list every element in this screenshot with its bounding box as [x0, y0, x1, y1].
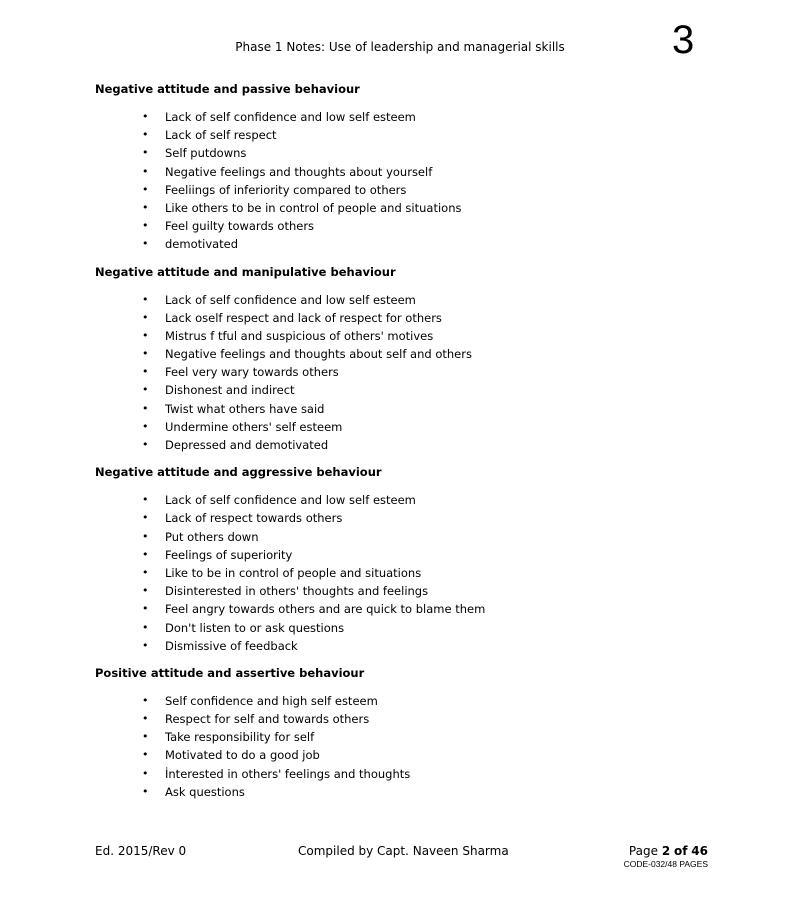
list-item-text: Dismissive of feedback — [165, 638, 298, 653]
list-item-text: Put others down — [165, 529, 259, 544]
section-manipulative — [95, 263, 715, 455]
list-item — [95, 619, 715, 637]
bullet-icon: • — [142, 292, 149, 306]
page-current: 2 — [661, 844, 671, 858]
list-item-text: Depressed and demotivated — [165, 438, 329, 452]
list-item-text: Take responsibility for self — [165, 730, 315, 745]
section-heading: Positive attitude and assertive behaviour — [95, 665, 365, 680]
list-item-text: Self putdowns — [165, 146, 247, 161]
list-item — [95, 528, 715, 546]
list-item — [95, 199, 715, 217]
bullet-list — [95, 491, 715, 655]
bullet-icon: • — [142, 584, 149, 598]
bullet-icon: • — [142, 620, 149, 634]
list-item — [95, 582, 715, 600]
bullet-icon: • — [142, 511, 149, 525]
bullet-list — [95, 692, 715, 801]
list-item — [95, 327, 715, 345]
list-item — [95, 144, 715, 162]
bullet-icon: • — [142, 347, 149, 361]
list-item — [95, 746, 715, 764]
document-body — [95, 80, 715, 810]
list-item-text: Lack of self respect — [165, 128, 277, 143]
list-item — [95, 728, 715, 746]
list-item — [95, 291, 715, 309]
list-item — [95, 692, 715, 710]
list-item-text: Don't listen to or ask questions — [165, 620, 345, 635]
list-item — [95, 710, 715, 728]
bullet-icon: • — [142, 547, 149, 561]
list-item-text: Feelings of superiority — [165, 547, 293, 562]
bullet-icon: • — [142, 237, 149, 251]
bullet-icon: • — [142, 328, 149, 342]
list-item-text: Feeliings of inferiority compared to others — [165, 182, 407, 197]
section-assertive — [95, 664, 715, 801]
list-item — [95, 637, 715, 655]
list-item — [95, 600, 715, 618]
bullet-icon: • — [142, 310, 149, 324]
list-item-text: Dishonest and indirect — [165, 383, 295, 398]
bullet-icon: • — [142, 146, 149, 160]
list-item — [95, 436, 715, 454]
bullet-icon: • — [142, 748, 149, 762]
list-item — [95, 345, 715, 363]
bullet-list — [95, 291, 715, 455]
bullet-icon: • — [142, 712, 149, 726]
bullet-icon: • — [142, 784, 149, 798]
footer-compiled-by: Compiled by Capt. Naveen Sharma — [298, 844, 509, 858]
section-heading: Negative attitude and passive behaviour — [95, 82, 360, 96]
list-item-text: Negative feelings and thoughts about self and others — [165, 347, 472, 362]
list-item-text: Feel guilty towards others — [165, 219, 315, 234]
bullet-icon: • — [142, 164, 149, 178]
list-item — [95, 217, 715, 235]
footer-page-indicator — [560, 844, 708, 858]
page-of: of — [674, 844, 688, 858]
bullet-icon: • — [142, 638, 149, 652]
bullet-icon: • — [142, 730, 149, 744]
list-item — [95, 765, 715, 783]
list-item-text: demotivated — [165, 237, 239, 252]
bullet-icon: • — [142, 693, 149, 707]
list-item-text: Twist what others have said — [165, 401, 325, 416]
list-item-text: Lack of self confidence and low self esteem — [165, 493, 416, 508]
section-heading: Negative attitude and manipulative behaviour — [95, 264, 396, 279]
list-item-text: Lack of self confidence and low self esteem — [165, 110, 416, 124]
list-item — [95, 363, 715, 381]
list-item — [95, 509, 715, 527]
footer-edition: Ed. 2015/Rev 0 — [95, 844, 187, 858]
list-item-text: Undermine others' self esteem — [165, 419, 343, 434]
list-item — [95, 181, 715, 199]
bullet-icon: • — [142, 438, 149, 451]
bullet-icon: • — [142, 419, 149, 433]
list-item-text: Self confidence and high self esteem — [165, 693, 378, 708]
bullet-icon: • — [142, 766, 149, 780]
footer-code: CODE-032/48 PAGES — [623, 859, 708, 869]
list-item-text: Like others to be in control of people and situations — [165, 200, 462, 215]
bullet-icon: • — [142, 602, 149, 616]
page-label: Page — [628, 844, 658, 858]
chapter-number: 3 — [672, 18, 695, 62]
list-item — [95, 108, 715, 126]
list-item-text: Respect for self and towards others — [165, 712, 370, 727]
list-item-text: İnterested in others' feelings and thoughts — [165, 766, 411, 781]
bullet-icon: • — [142, 110, 149, 123]
list-item — [95, 564, 715, 582]
list-item-text: Feel angry towards others and are quick to blame them — [165, 602, 486, 617]
bullet-icon: • — [142, 493, 149, 507]
bullet-icon: • — [142, 565, 149, 579]
bullet-icon: • — [142, 365, 149, 379]
section-heading: Negative attitude and aggressive behaviour — [95, 465, 382, 480]
bullet-icon: • — [142, 128, 149, 142]
list-item — [95, 418, 715, 436]
list-item-text: Lack oself respect and lack of respect for others — [165, 310, 442, 325]
list-item — [95, 163, 715, 181]
list-item — [95, 235, 715, 253]
list-item-text: Lack of self confidence and low self esteem — [165, 292, 416, 307]
list-item-text: Disinterested in others' thoughts and feelings — [165, 584, 429, 599]
list-item — [95, 400, 715, 418]
list-item-text: Like to be in control of people and situations — [165, 565, 422, 580]
list-item-text: Mistrus f tful and suspicious of others' motives — [165, 328, 434, 343]
list-item-text: Motivated to do a good job — [165, 748, 320, 763]
page-total: 46 — [691, 844, 708, 858]
bullet-list — [95, 108, 715, 254]
list-item-text: Lack of respect towards others — [165, 511, 343, 526]
list-item — [95, 783, 715, 801]
bullet-icon: • — [142, 182, 149, 196]
list-item-text: Feel very wary towards others — [165, 365, 339, 380]
list-item — [95, 491, 715, 509]
list-item-text: Ask questions — [165, 784, 245, 799]
section-passive — [95, 80, 715, 254]
bullet-icon: • — [142, 383, 149, 397]
bullet-icon: • — [142, 219, 149, 233]
list-item — [95, 381, 715, 399]
list-item-text: Negative feelings and thoughts about yourself — [165, 164, 433, 179]
bullet-icon: • — [142, 401, 149, 415]
list-item — [95, 126, 715, 144]
header-title: Phase 1 Notes: Use of leadership and managerial skills — [235, 40, 565, 54]
section-aggressive — [95, 463, 715, 655]
bullet-icon: • — [142, 529, 149, 543]
list-item — [95, 309, 715, 327]
list-item — [95, 546, 715, 564]
bullet-icon: • — [142, 200, 149, 214]
